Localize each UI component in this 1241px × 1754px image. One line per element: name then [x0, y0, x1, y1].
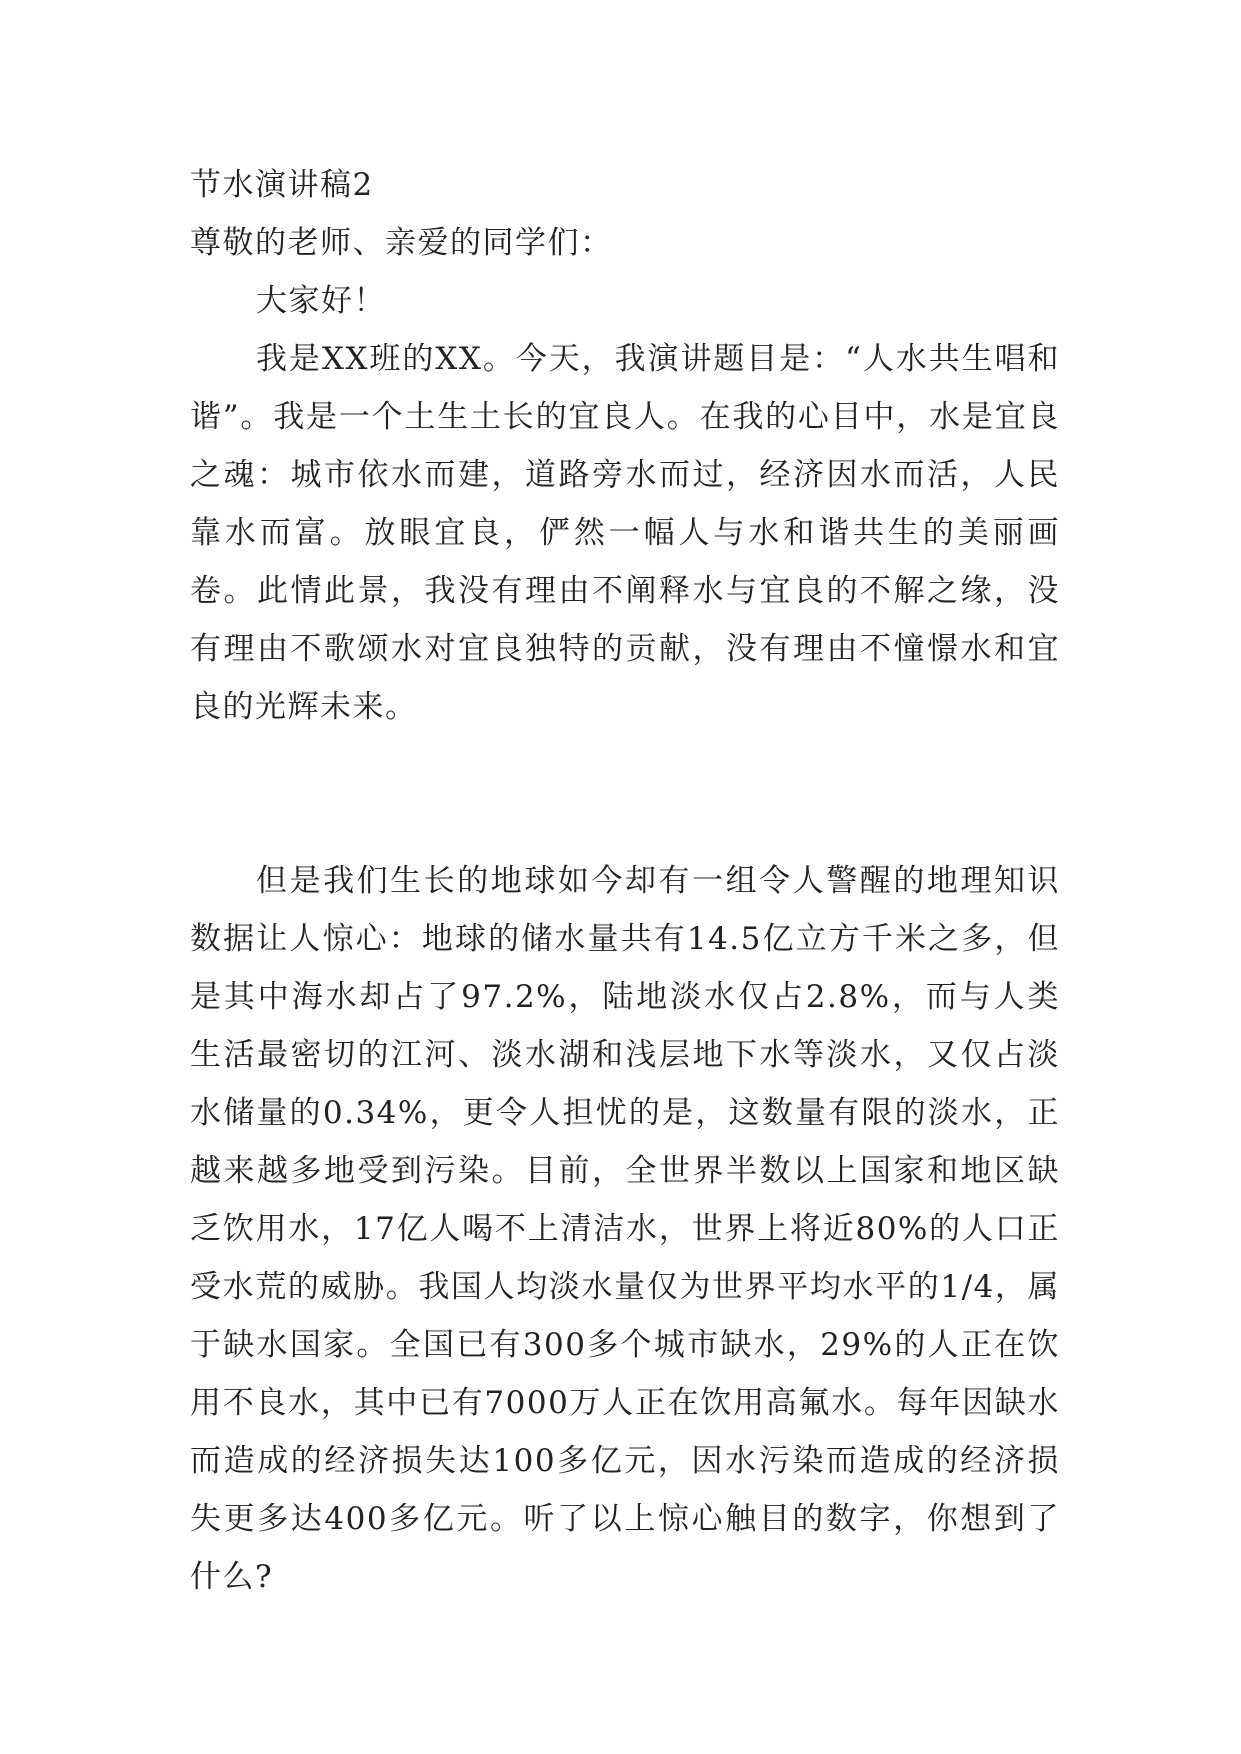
document-body: [190, 156, 1060, 1606]
document-title: 节水演讲稿2: [190, 167, 374, 203]
paragraph-gap: [190, 736, 1060, 852]
paragraph-water-data: 但是我们生长的地球如今却有一组令人警醒的地理知识数据让人惊心：地球的储水量共有14.5亿立方千米之多，但是其中海水却占了97.2%，陆地淡水仅占2.8%，而与人类生活最密切的江河、淡水湖和浅层地下水等淡水，又仅占淡水储量的0.34%，更令人担忧的是，这数量有限的淡水，正越来越多地受到污染。目前，全世界半数以上国家和地区缺乏饮用水，17亿人喝不上清洁水，世界上将近80%的人口正受水荒的威胁。我国人均淡水量仅为世界平均水平的1/4，属于缺水国家。全国已有300多个城市缺水，29%的人正在饮用不良水，其中已有7000万人正在饮用高氟水。每年因缺水而造成的经济损失达100多亿元，因水污染而造成的经济损失更多达400多亿元。听了以上惊心触目的数字，你想到了什么?: [190, 863, 1060, 1595]
paragraph-intro: 我是XX班的XX。今天，我演讲题目是：“人水共生唱和谐”。我是一个土生土长的宜良人。在我的心目中，水是宜良之魂：城市依水而建，道路旁水而过，经济因水而活，人民靠水而富。放眼宜良，俨然一幅人与水和谐共生的美丽画卷。此情此景，我没有理由不阐释水与宜良的不解之缘，没有理由不歌颂水对宜良独特的贡献，没有理由不憧憬水和宜良的光辉未来。: [190, 341, 1060, 725]
greeting: 大家好！: [256, 283, 386, 319]
salutation: 尊敬的老师、亲爱的同学们：: [190, 225, 613, 261]
